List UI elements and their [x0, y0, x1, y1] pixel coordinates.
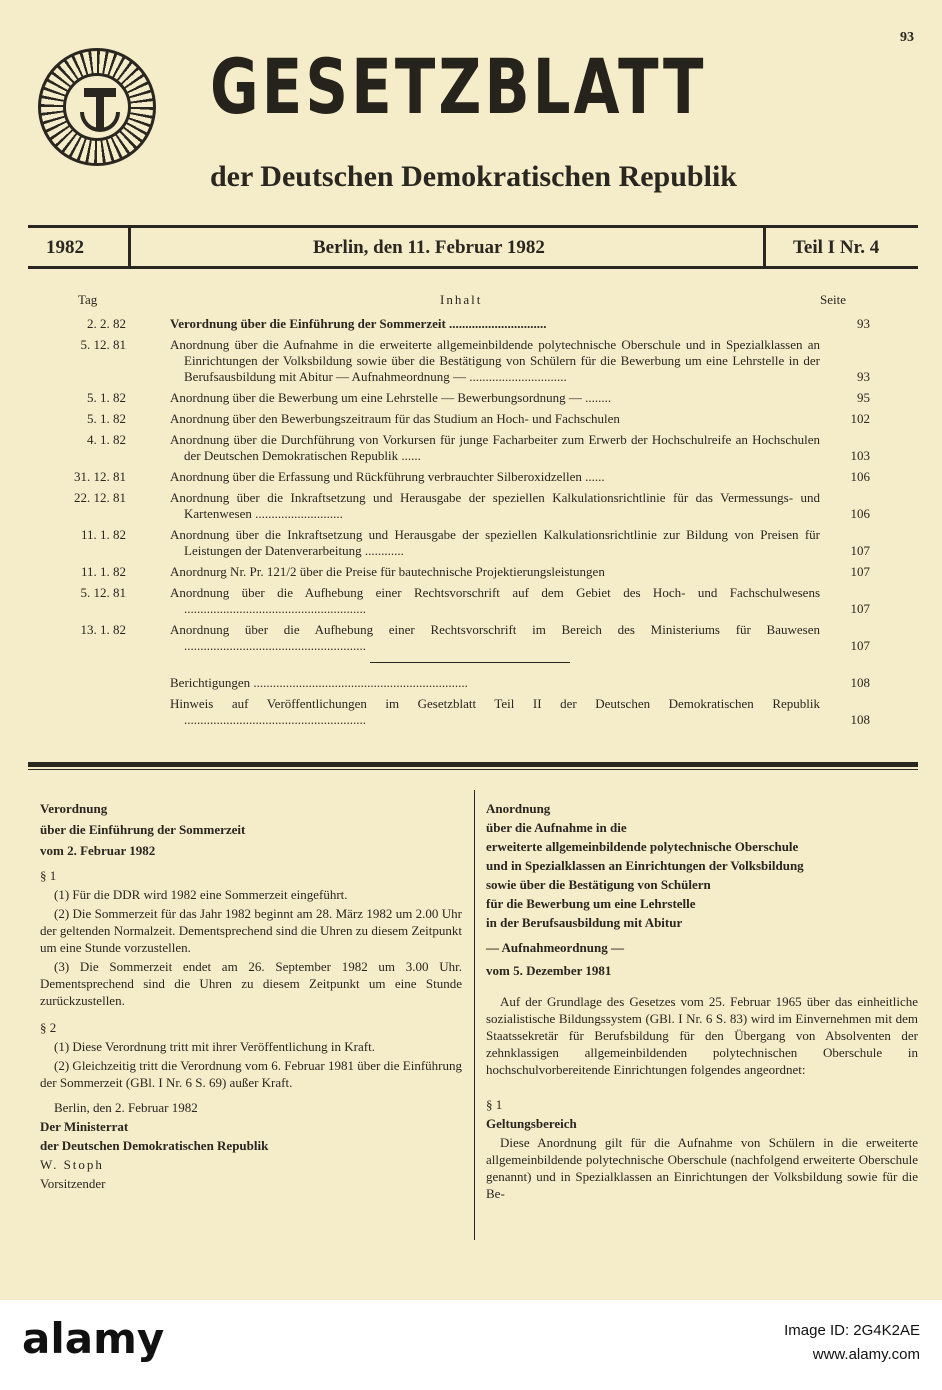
section-number: § 2: [40, 1020, 57, 1035]
toc-title: Anordnung über den Bewerbungszeitraum für das Studium an Hoch- und Fachschulen: [170, 411, 620, 426]
page-number: 93: [900, 30, 914, 45]
article-heading: vom 5. Dezember 1981: [486, 963, 612, 978]
paragraph: (2) Die Sommerzeit für das Jahr 1982 beginnt am 28. März 1982 um 2.00 Uhr der geltenden Normalzeit. Dementsprechend sind die Uhren zu diesem Zeitpunkt um eine Stunde vorzustellen.: [40, 906, 462, 955]
toc-date: 31. 12. 81: [74, 469, 126, 484]
toc-entry: [40, 696, 870, 728]
toc-title: Anordnung über die Durchführung von Vorkursen für junge Facharbeiter zum Erwerb der Hochschulreife an Hochschulen der Deutschen Demokratischen Republik ......: [170, 432, 820, 463]
masthead-subtitle: der Deutschen Demokratischen Republik: [210, 160, 737, 193]
table-of-contents: [40, 292, 870, 733]
toc-title: Anordnung über die Aufnahme in die erweiterte allgemeinbildende polytechnische Oberschule und in Spezialklassen an Einrichtungen der Volksbildung sowie über die Bestätigung von Schülern für die Bewerbung um eine Lehrstelle in der Berufsausbildung mit Abitur — Aufnahmeordnung — ..............................: [170, 337, 820, 384]
article-heading: in der Berufsausbildung mit Abitur: [486, 915, 683, 930]
toc-col-page: Seite: [820, 292, 846, 307]
toc-page: 107: [850, 601, 870, 616]
toc-page: 106: [850, 469, 870, 484]
section-number: § 1: [40, 868, 57, 883]
toc-entry: [40, 411, 870, 427]
toc-title: Hinweis auf Veröffentlichungen im Gesetzblatt Teil II der Deutschen Demokratischen Republik ........................................................: [170, 696, 820, 727]
toc-entry: [40, 469, 870, 485]
issue-year: 1982: [46, 237, 84, 258]
toc-page: 107: [850, 543, 870, 558]
toc-page: 103: [850, 448, 870, 463]
toc-date: 4. 1. 82: [87, 432, 126, 447]
masthead-title: GESETZBLATT: [210, 42, 707, 131]
toc-page: 95: [857, 390, 870, 405]
toc-page: 106: [850, 506, 870, 521]
article-heading: sowie über die Bestätigung von Schülern: [486, 877, 711, 892]
signature-body: Der Ministerrat: [40, 1119, 129, 1134]
article-heading: über die Einführung der Sommerzeit: [40, 822, 246, 837]
toc-col-day: Tag: [78, 292, 98, 307]
toc-date: 5. 1. 82: [87, 411, 126, 426]
toc-page: 93: [857, 316, 870, 331]
ddr-emblem-icon: [38, 48, 156, 166]
toc-date: 2. 2. 82: [87, 316, 126, 331]
article-heading: erweiterte allgemeinbildende polytechnische Oberschule: [486, 839, 799, 854]
issue-bar: [28, 225, 918, 269]
paragraph: Auf der Grundlage des Gesetzes vom 25. Februar 1965 über das einheitliche sozialistische Bildungssystem (GBl. I Nr. 6 S. 83) wird im Einvernehmen mit dem Staatssekretär für Berufsbildung für den Übergang von Absolventen der zehnklassigen allgemeinbildenden polytechnischen Oberschule in hochschulvorbereitende Einrichtungen folgendes angeordnet:: [486, 994, 918, 1077]
toc-date: 11. 1. 82: [80, 564, 126, 579]
toc-title: Verordnung über die Einführung der Sommerzeit ..............................: [170, 316, 547, 331]
paragraph: (1) Für die DDR wird 1982 eine Sommerzeit eingeführt.: [54, 887, 348, 902]
toc-date: 13. 1. 82: [80, 622, 126, 637]
divider: [128, 228, 131, 266]
article-heading: und in Spezialklassen an Einrichtungen der Volksbildung: [486, 858, 804, 873]
toc-date: 11. 1. 82: [80, 527, 126, 542]
left-article: [40, 800, 462, 1194]
divider: [763, 228, 766, 266]
toc-entry: [40, 316, 870, 332]
column-divider: [474, 790, 475, 1240]
toc-entry: [40, 527, 870, 559]
toc-page: 108: [850, 675, 870, 690]
place-date: Berlin, den 2. Februar 1982: [54, 1100, 198, 1115]
toc-title: Anordnung über die Inkraftsetzung und Herausgabe der speziellen Kalkulationsrichtlinie zur Bildung von Preisen für Leistungen der Datenverarbeitung ............: [170, 527, 820, 558]
paragraph: (2) Gleichzeitig tritt die Verordnung vom 6. Februar 1981 über die Einführung der Sommerzeit (GBl. I Nr. 6 S. 69) außer Kraft.: [40, 1058, 462, 1090]
divider: [370, 662, 570, 663]
paragraph: (1) Diese Verordnung tritt mit ihrer Veröffentlichung in Kraft.: [54, 1039, 375, 1054]
toc-title: Anordnung über die Aufhebung einer Rechtsvorschrift im Bereich des Ministeriums für Bauwesen ........................................................: [170, 622, 820, 653]
toc-title: Anordnung über die Bewerbung um eine Lehrstelle — Bewerbungsordnung — ........: [170, 390, 612, 405]
toc-title: Anordnurg Nr. Pr. 121/2 über die Preise für bautechnische Projektierungsleistungen: [170, 564, 605, 579]
toc-page: 107: [850, 638, 870, 653]
toc-title: Anordnung über die Aufhebung einer Rechtsvorschrift auf dem Gebiet des Hoch- und Fachschulwesens ........................................................: [170, 585, 820, 616]
toc-page: 107: [850, 564, 870, 579]
toc-date: 5. 1. 82: [87, 390, 126, 405]
article-heading: Anordnung: [486, 801, 551, 816]
right-article: [486, 800, 918, 1204]
image-id: Image ID: 2G4K2AE: [784, 1322, 920, 1339]
website: www.alamy.com: [812, 1346, 920, 1363]
article-heading: vom 2. Februar 1982: [40, 843, 156, 858]
article-heading: für die Bewerbung um eine Lehrstelle: [486, 896, 696, 911]
section-number: § 1: [486, 1097, 503, 1112]
toc-entry: [40, 564, 870, 580]
toc-title: Berichtigungen ..................................................................: [170, 675, 468, 690]
toc-entry: [40, 390, 870, 406]
toc-date: 5. 12. 81: [80, 585, 126, 600]
toc-page: 108: [850, 712, 870, 727]
divider: [28, 769, 918, 770]
toc-page: 102: [850, 411, 870, 426]
issue-number: Teil I Nr. 4: [793, 237, 880, 258]
signature-title: Vorsitzender: [40, 1176, 106, 1191]
divider: [28, 762, 918, 767]
alamy-logo: alamy: [22, 1314, 165, 1363]
toc-entry: [40, 585, 870, 617]
toc-date: 5. 12. 81: [80, 337, 126, 352]
toc-page: 93: [857, 369, 870, 384]
toc-entry: [40, 675, 870, 691]
article-heading: Verordnung: [40, 801, 108, 816]
toc-title: Anordnung über die Erfassung und Rückführung verbrauchter Silberoxidzellen ......: [170, 469, 605, 484]
toc-entry: [40, 432, 870, 464]
signature-name: W. Stoph: [40, 1157, 104, 1172]
issue-date: Berlin, den 11. Februar 1982: [313, 237, 545, 258]
toc-title: Anordnung über die Inkraftsetzung und Herausgabe der speziellen Kalkulationsrichtlinie für das Vermessungs- und Kartenwesen ...........................: [170, 490, 820, 521]
toc-col-content: Inhalt: [440, 292, 483, 307]
section-title: Geltungsbereich: [486, 1116, 577, 1131]
toc-entry: [40, 622, 870, 654]
toc-date: 22. 12. 81: [74, 490, 126, 505]
paragraph: Diese Anordnung gilt für die Aufnahme von Schülern in die erweiterte allgemeinbildende polytechnische Oberschule (nachfolgend erweiterte Oberschule genannt) und in Spezialklassen an Einrichtungen der Volksbildung sowie für die Be-: [486, 1135, 918, 1201]
toc-entry: [40, 337, 870, 385]
toc-entry: [40, 490, 870, 522]
signature-body: der Deutschen Demokratischen Republik: [40, 1138, 269, 1153]
article-heading: über die Aufnahme in die: [486, 820, 627, 835]
article-heading: — Aufnahmeordnung —: [486, 940, 624, 955]
paragraph: (3) Die Sommerzeit endet am 26. September 1982 um 3.00 Uhr. Dementsprechend sind die Uhren zu diesem Zeitpunkt um eine Stunde zurückzustellen.: [40, 959, 462, 1008]
watermark-footer: [0, 1300, 942, 1390]
